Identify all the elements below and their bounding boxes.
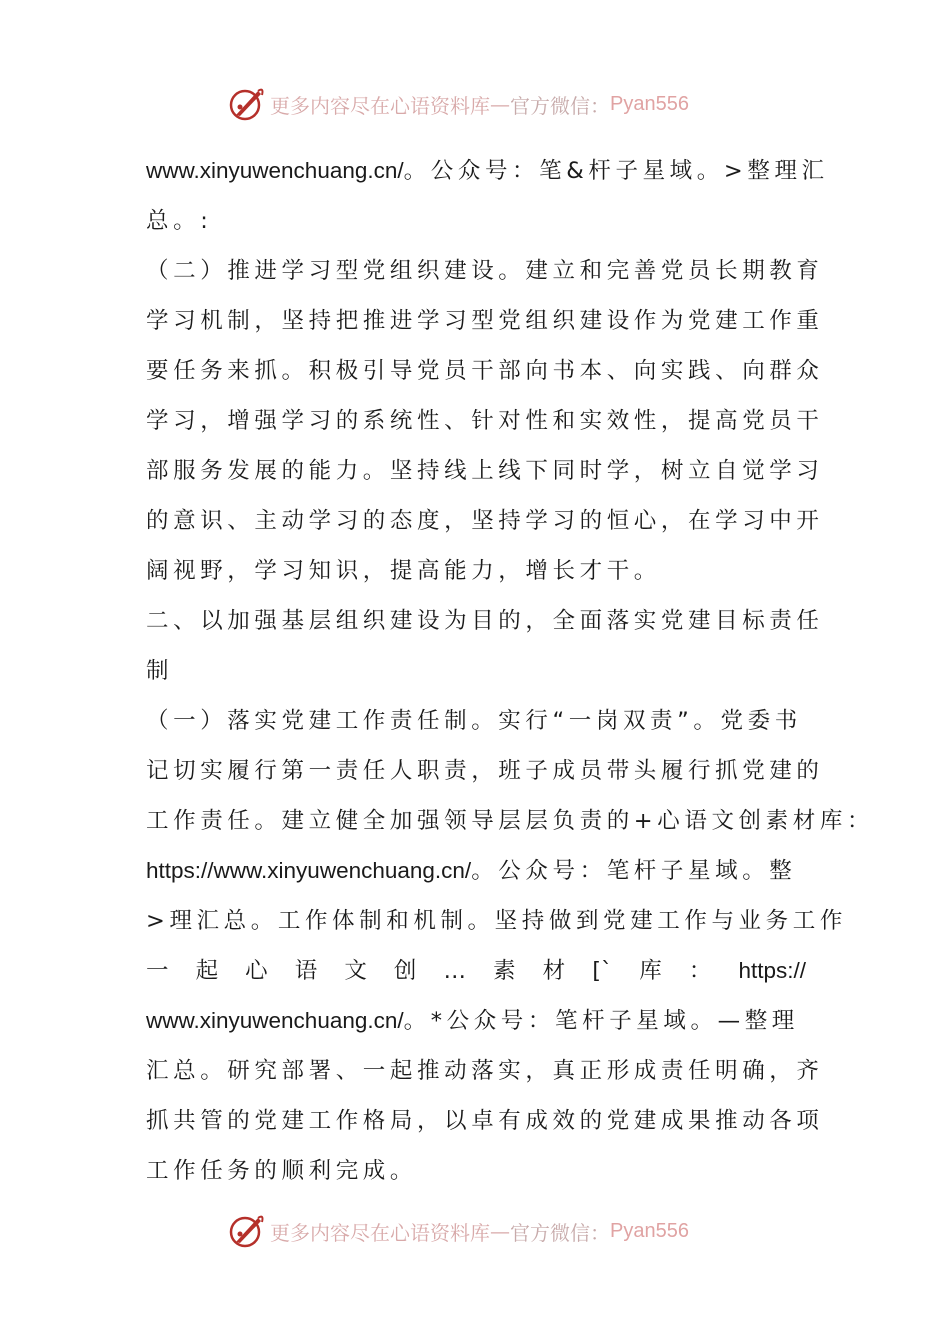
text-line <box>146 396 824 446</box>
body-text: >理汇总。工作体制和机制。坚持做到党建工作与业务工作 <box>146 908 847 934</box>
text-token: 文 <box>344 958 367 984</box>
text-token: 语 <box>294 958 318 984</box>
quill-logo-icon <box>228 85 266 123</box>
text-line <box>146 296 824 346</box>
banner-wechat-label: 官方微信： <box>510 93 610 118</box>
text-line <box>146 546 806 596</box>
url-text: www.xinyuwenchuang.cn/ <box>146 1008 404 1033</box>
text-line <box>146 446 824 496</box>
text-line <box>146 846 806 896</box>
body-text: 部服务发展的能力。坚持线上线下同时学，树立自觉学习 <box>146 458 824 484</box>
banner-wechat-id: Pyan556 <box>610 92 689 115</box>
body-text: 。公众号：笔&杆子星域。>整理汇 <box>403 158 829 184</box>
body-text: 学习机制，坚持把推进学习型党组织建设作为党建工作重 <box>146 308 824 334</box>
text-token: 起 <box>195 958 219 984</box>
document-body <box>146 146 875 1196</box>
text-line <box>146 946 806 996</box>
text-line <box>146 146 829 196</box>
text-line <box>146 1096 824 1146</box>
text-line <box>146 696 806 746</box>
text-line <box>146 896 847 946</box>
body-text: 汇总。研究部署、一起推动落实，真正形成责任明确，齐 <box>146 1058 824 1084</box>
text-line <box>146 246 824 296</box>
text-token: 创 <box>393 958 417 984</box>
body-text: 学习，增强学习的系统性、针对性和实效性，提高党员干 <box>146 408 824 434</box>
text-token: 心 <box>245 958 268 984</box>
text-line <box>146 746 824 796</box>
body-text: 工作任务的顺利完成。 <box>146 1158 418 1184</box>
text-line <box>146 196 806 246</box>
text-line <box>146 996 806 1046</box>
text-line <box>146 796 875 846</box>
body-text: 工作责任。建立健全加强领导层层负责的+心语文创素材库： <box>146 808 875 834</box>
text-token: 材 <box>542 958 566 984</box>
banner-prefix: 更多内容尽在心语资料库 <box>270 93 490 118</box>
text-line <box>146 596 824 646</box>
text-line <box>146 646 806 696</box>
banner-wechat-label: 官方微信： <box>510 1220 610 1245</box>
banner-dash: — <box>490 1219 510 1243</box>
text-token: ： <box>688 958 712 984</box>
text-line <box>146 1046 824 1096</box>
text-token: 库 <box>639 958 662 984</box>
text-token: 一 <box>146 958 169 984</box>
footer-banner <box>228 1211 689 1251</box>
banner-wechat-id: Pyan556 <box>610 1219 689 1242</box>
body-text: 要任务来抓。积极引导党员干部向书本、向实践、向群众 <box>146 358 824 384</box>
url-text: https://www.xinyuwenchuang.cn/ <box>146 858 472 883</box>
body-text: 总。: <box>146 208 213 234</box>
body-text: 二、以加强基层组织建设为目的，全面落实党建目标责任 <box>146 608 824 634</box>
quill-logo-icon <box>228 1212 266 1250</box>
text-line <box>146 346 824 396</box>
banner-dash: — <box>490 92 510 116</box>
body-text: 。公众号：笔杆子星域。整 <box>471 858 797 884</box>
url-text: www.xinyuwenchuang.cn/ <box>146 158 404 183</box>
text-line <box>146 1146 806 1196</box>
body-text: （二）推进学习型党组织建设。建立和完善党员长期教育 <box>146 258 824 284</box>
text-token: 素 <box>493 958 516 984</box>
body-text: 阔视野，学习知识，提高能力，增长才干。 <box>146 558 661 584</box>
body-text: 记切实履行第一责任人职责，班子成员带头履行抓党建的 <box>146 758 824 784</box>
body-text: （一）落实党建工作责任制。实行“一岗双责”。党委书 <box>146 708 802 734</box>
body-text: 抓共管的党建工作格局，以卓有成效的党建成果推动各项 <box>146 1108 824 1134</box>
text-token: … <box>443 958 466 984</box>
text-token: [` <box>592 958 613 984</box>
body-text: 的意识、主动学习的态度，坚持学习的恒心，在学习中开 <box>146 508 824 534</box>
banner-prefix: 更多内容尽在心语资料库 <box>270 1220 490 1245</box>
text-line <box>146 496 824 546</box>
text-token: https:// <box>738 958 806 983</box>
body-text: 制 <box>146 658 174 684</box>
body-text: 。*公众号：笔杆子星域。—整理 <box>403 1008 799 1034</box>
header-banner <box>228 84 689 124</box>
